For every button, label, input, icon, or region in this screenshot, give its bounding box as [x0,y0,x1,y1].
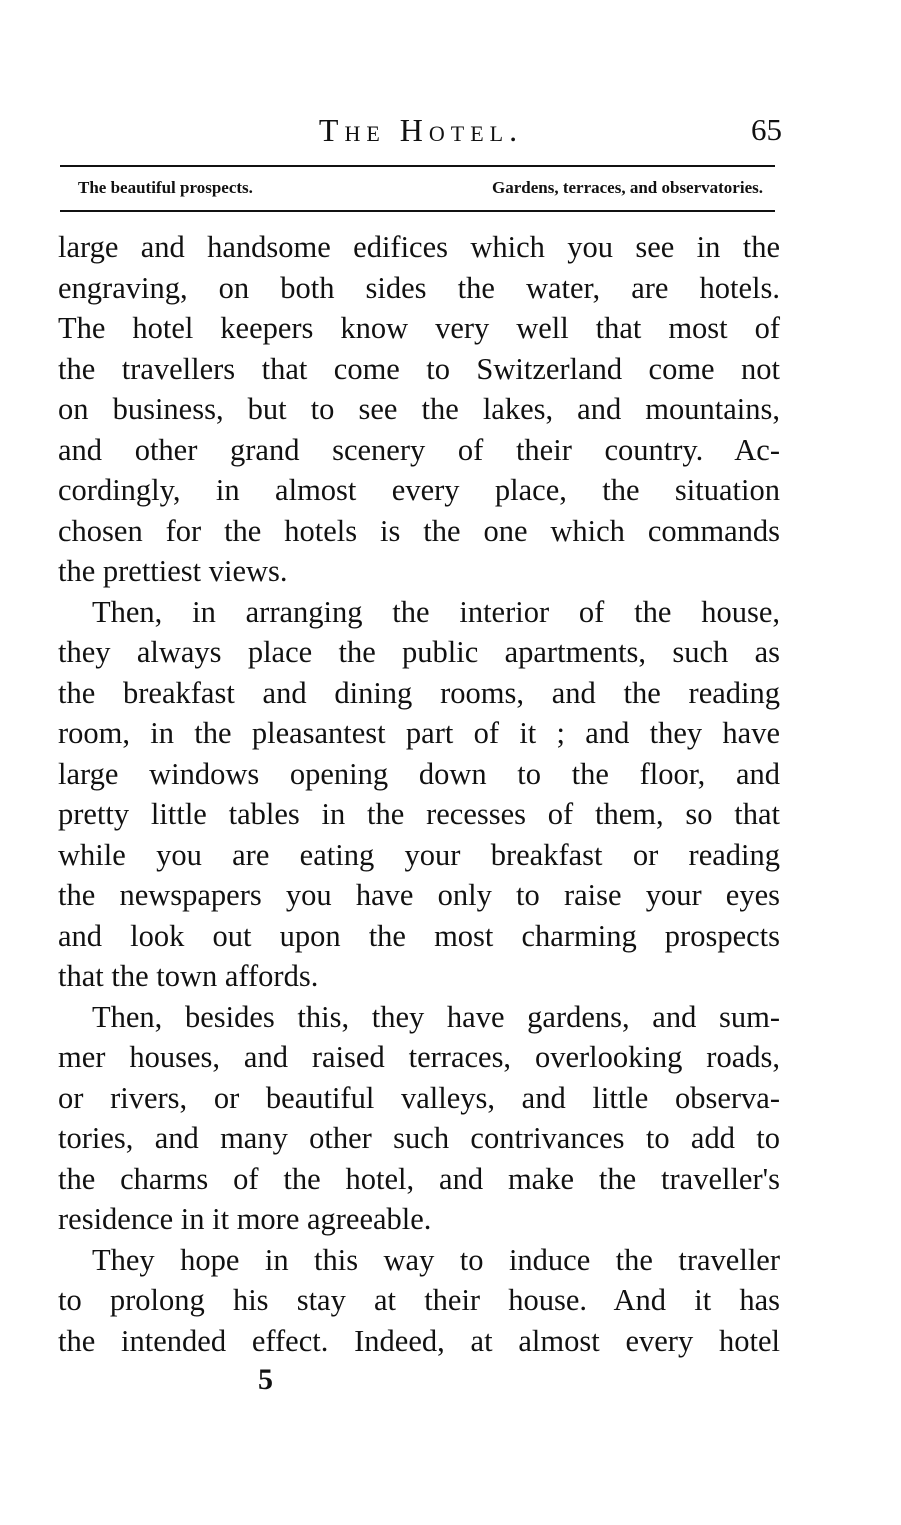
text-line: or rivers, or beautiful valleys, and little observa- [58,1080,780,1115]
text-line: The hotel keepers know very well that most of [58,311,780,345]
text-line: they always place the public apartments, such as [58,635,780,669]
text-line: while you are eating your breakfast or reading [58,837,780,872]
text-line: the intended effect. Indeed, at almost every hotel [58,1323,780,1358]
text-line: and other grand scenery of their country. Ac- [58,432,780,467]
header-rule-top [60,165,775,167]
text-line: that the town affords. [58,959,319,993]
side-note-left: The beautiful prospects. [78,178,253,197]
text-line: engraving, on both sides the water, are hotels. [58,270,780,305]
text-line: Then, besides this, they have gardens, and sum- [92,999,780,1034]
page-number: 65 [751,112,782,147]
side-notes [78,175,763,201]
signature-mark: 5 [258,1363,273,1396]
side-note-right: Gardens, terraces, and observatories. [491,178,763,197]
running-title: The Hotel. [318,112,524,148]
text-line: the newspapers you have only to raise your eyes [58,878,780,912]
text-line: large windows opening down to the floor, and [58,756,780,791]
text-line: cordingly, in almost every place, the situation [58,473,780,507]
text-line: tories, and many other such contrivances to add to [58,1121,780,1155]
body-text [58,227,780,1361]
text-line: chosen for the hotels is the one which commands [58,513,780,548]
text-line: the charms of the hotel, and make the traveller's [58,1161,780,1196]
text-line: room, in the pleasantest part of it ; and they have [58,716,780,750]
header-rule-bottom [60,210,775,212]
text-line: large and handsome edifices which you see in the [58,230,780,264]
text-line: residence in it more agreeable. [58,1202,432,1236]
text-line: to prolong his stay at their house. And it has [58,1283,780,1317]
text-line: the travellers that come to Switzerland come not [58,351,780,386]
text-line: on business, but to see the lakes, and mountains, [58,392,780,426]
text-line: the breakfast and dining rooms, and the reading [58,675,780,710]
running-head [60,108,782,152]
text-line: They hope in this way to induce the traveller [92,1242,780,1277]
text-line: mer houses, and raised terraces, overlooking roads, [58,1040,780,1074]
text-line: Then, in arranging the interior of the house, [92,594,780,629]
text-line: and look out upon the most charming prospects [58,918,780,953]
text-line: pretty little tables in the recesses of them, so that [58,797,780,831]
text-line: the prettiest views. [58,554,288,588]
